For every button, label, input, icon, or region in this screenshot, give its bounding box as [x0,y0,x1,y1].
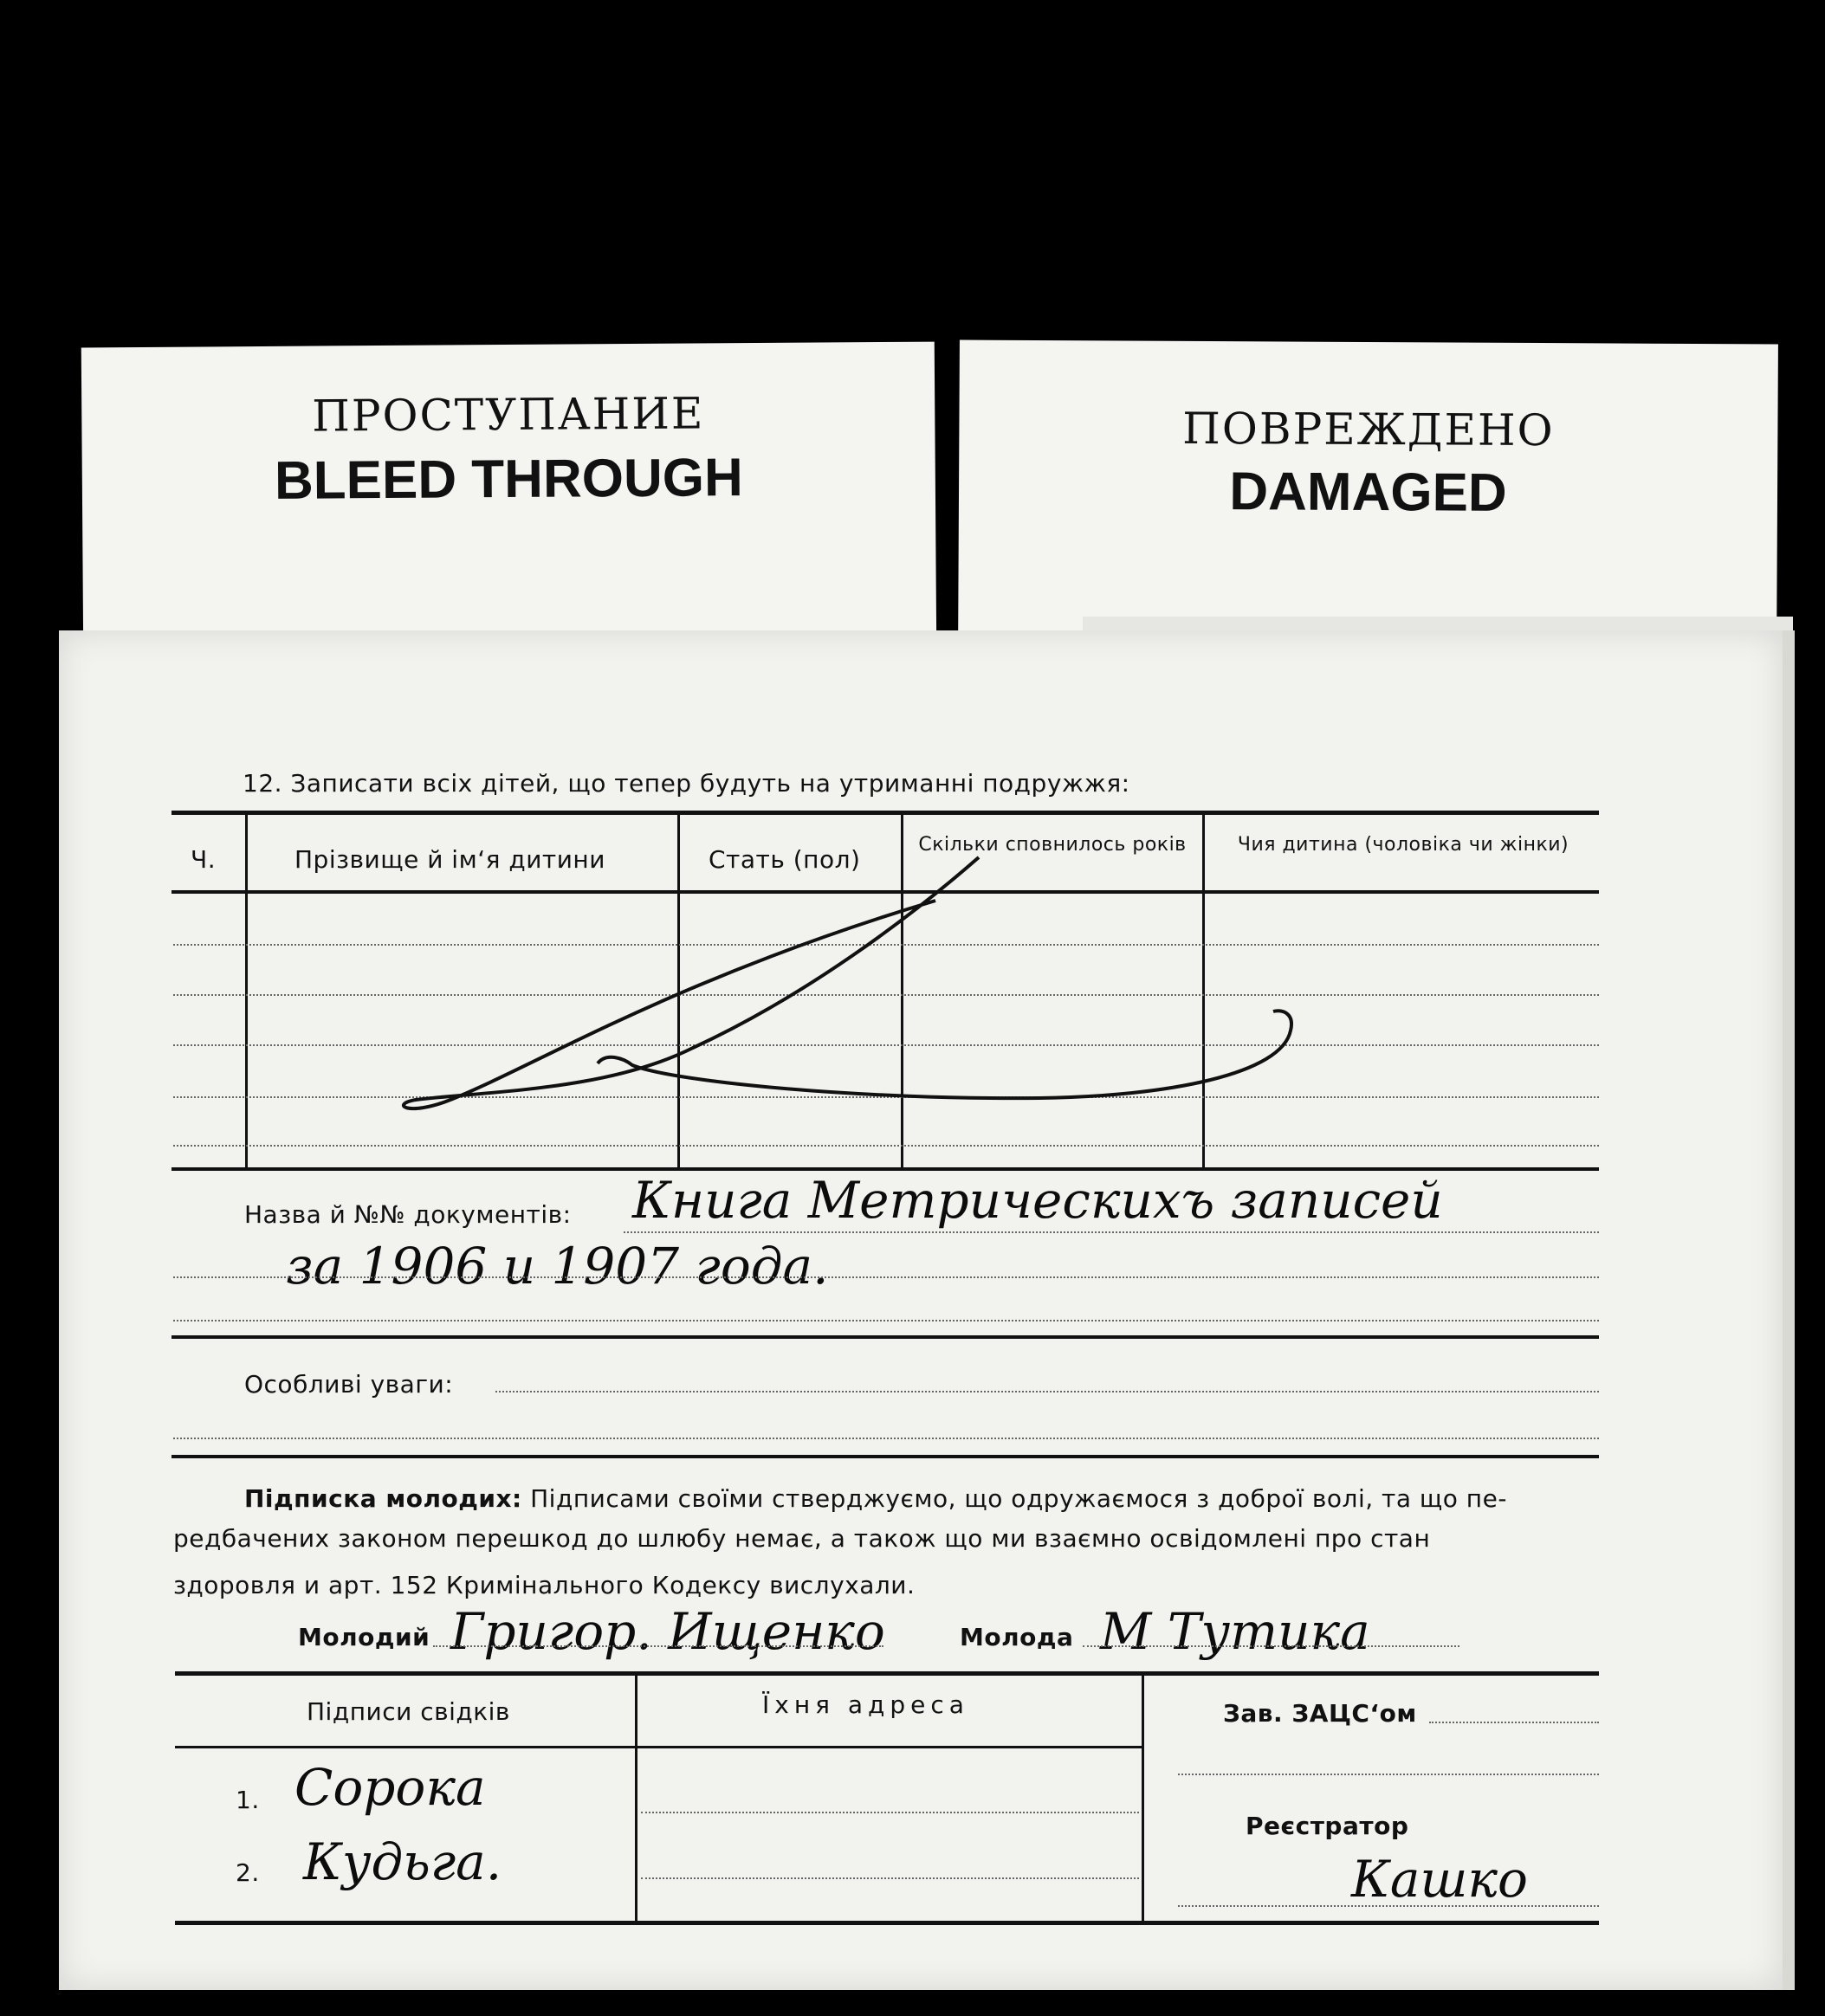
address-header: Їхня адреса [762,1690,969,1719]
col-header-num: Ч. [191,845,217,874]
witness-2-num: 2. [236,1858,260,1887]
pledge-title: Підписка молодих: [244,1484,522,1513]
bride-signature: М Тутика [1100,1602,1370,1661]
section-12-title: 12. Записати всіх дітей, що тепер будуть на утриманні подружжя: [243,769,1130,798]
groom-signature: Григор. Ищенко [450,1602,885,1661]
documents-handwritten-line2: за 1906 и 1907 года. [286,1237,829,1296]
damaged-label-en: DAMAGED [1229,462,1507,523]
witness-1-num: 1. [236,1786,260,1814]
col-header-whose: Чия дитина (чоловіка чи жінки) [1237,834,1569,856]
pledge-line-2: редбачених законом перешкод до шлюбу немає, а також що ми взаємно освідомлені про стан [173,1524,1431,1553]
documents-handwritten-line1: Книга Метрическихъ записей [632,1171,1443,1230]
col-header-name: Прізвище й ім‘я дитини [294,845,605,874]
zags-head-label: Зав. ЗАЦС‘ом [1223,1699,1417,1728]
bleed-through-label-en: BLEED THROUGH [274,448,743,511]
documents-label: Назва й №№ документів: [244,1200,572,1229]
witness-header: Підписи свідків [307,1697,510,1726]
bride-label: Молода [960,1623,1074,1651]
remarks-label: Особливі уваги: [244,1370,454,1399]
registrar-signature: Кашко [1351,1850,1528,1909]
pledge-line-3: здоровля и арт. 152 Кримінального Кодексу вислухали. [173,1571,916,1599]
groom-label: Молодий [298,1623,430,1651]
bleed-through-label-ru: ПРОСТУПАНИЕ [312,388,705,442]
witness-2-signature: Кудьга. [303,1832,502,1891]
col-header-sex: Стать (пол) [709,845,861,874]
pledge-text-1: Підписами своїми стверджуємо, що одружаємося з доброї волі, та що пе- [530,1484,1507,1513]
registrar-label: Реєстратор [1246,1812,1409,1840]
damaged-label-ru: ПОВРЕЖДЕНО [1182,403,1555,456]
col-header-age: Скільки сповнилось років [918,834,1187,856]
witness-1-signature: Сорока [294,1758,486,1817]
